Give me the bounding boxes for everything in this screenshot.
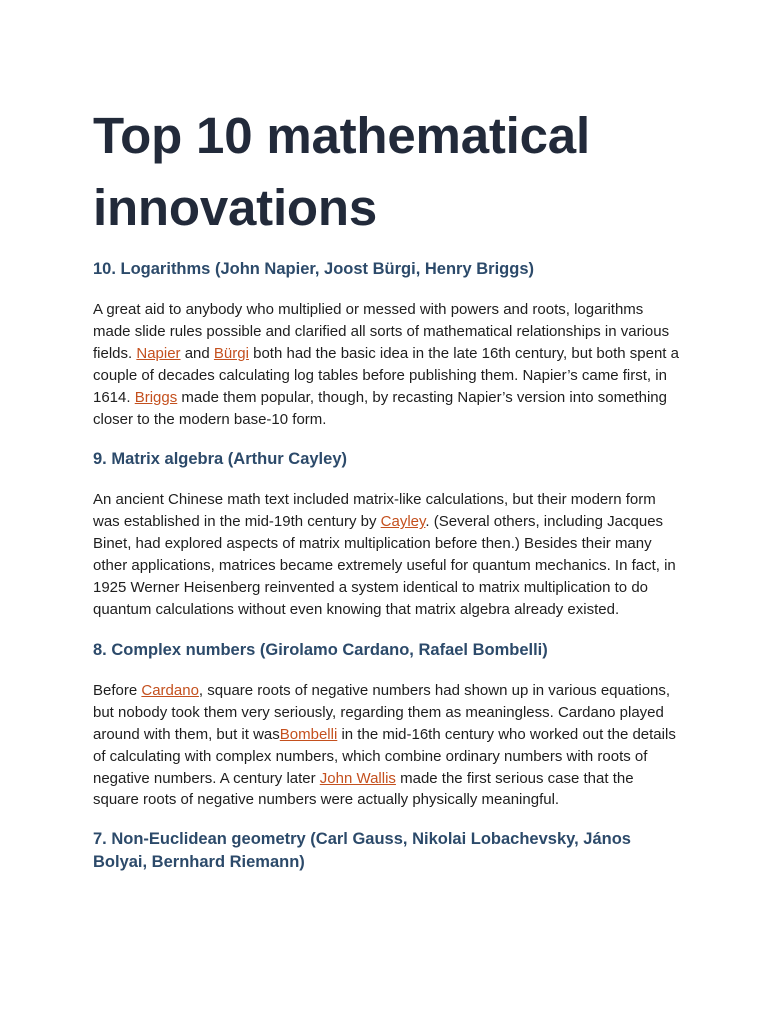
body-text: An ancient Chinese math text included matrix-like calculations, but their modern form was established in the mid-19th century by bbox=[93, 491, 656, 531]
body-text: and bbox=[180, 344, 214, 362]
body-text: in the mid-16th century who worked out the details of calculating with complex numbers, which combine ordinary numbers with roots of negative numbers. A century later bbox=[93, 725, 676, 787]
body-text: A great aid to anybody who multiplied or messed with powers and roots, logarithms made slide rules possible and clarified all sorts of mathematical relationships in various fields. bbox=[93, 301, 670, 362]
link-bombelli[interactable]: Bombelli bbox=[279, 725, 338, 743]
section-heading-complex-numbers: 8. Complex numbers (Girolamo Cardano, Rafael Bombelli) bbox=[93, 640, 548, 659]
body-text: , square roots of negative numbers had shown up in various equations, but nobody took them very seriously, regarding them as meaningless. Cardano played around with them, but it was bbox=[93, 681, 671, 743]
body-text: both had the basic idea in the late 16th century, but both spent a couple of decades calculating log tables before publishing them. Napier’s came first, in 1614. bbox=[93, 344, 679, 406]
link-john-wallis[interactable]: John Wallis bbox=[319, 769, 396, 787]
link-napier[interactable]: Napier bbox=[136, 344, 181, 362]
page-title: Top 10 mathematical innovations bbox=[93, 107, 590, 236]
section-heading-logarithms: 10. Logarithms (John Napier, Joost Bürgi, Henry Briggs) bbox=[93, 260, 534, 278]
body-text: . (Several others, including Jacques Binet, had explored aspects of matrix multiplication before then.) Besides their many other applications, matrices became extremely useful for quantum mechanics. In fact, in 1925 Werner Heisenberg reinvented a system identical to matrix multiplication to do quantum calculations without even knowing that matrix algebra already existed. bbox=[93, 513, 676, 618]
link-cayley[interactable]: Cayley bbox=[380, 513, 426, 531]
section-body-matrix-algebra bbox=[93, 489, 683, 620]
link-briggs[interactable]: Briggs bbox=[134, 388, 178, 406]
section-body-complex-numbers bbox=[93, 680, 683, 811]
link-burgi[interactable]: Bürgi bbox=[213, 344, 249, 362]
body-text: Before bbox=[93, 681, 142, 699]
section-heading-non-euclidean-geometry: 7. Non-Euclidean geometry (Carl Gauss, Nikolai Lobachevsky, János Bolyai, Bernhard Riemann) bbox=[93, 830, 631, 872]
link-cardano[interactable]: Cardano bbox=[141, 681, 199, 699]
article bbox=[93, 100, 683, 874]
section-body-logarithms bbox=[93, 299, 683, 430]
body-text: made them popular, though, by recasting Napier’s version into something closer to the modern base-10 form. bbox=[93, 388, 667, 428]
section-heading-matrix-algebra: 9. Matrix algebra (Arthur Cayley) bbox=[93, 450, 347, 469]
body-text: made the first serious case that the square roots of negative numbers were actually physically meaningful. bbox=[93, 769, 634, 809]
